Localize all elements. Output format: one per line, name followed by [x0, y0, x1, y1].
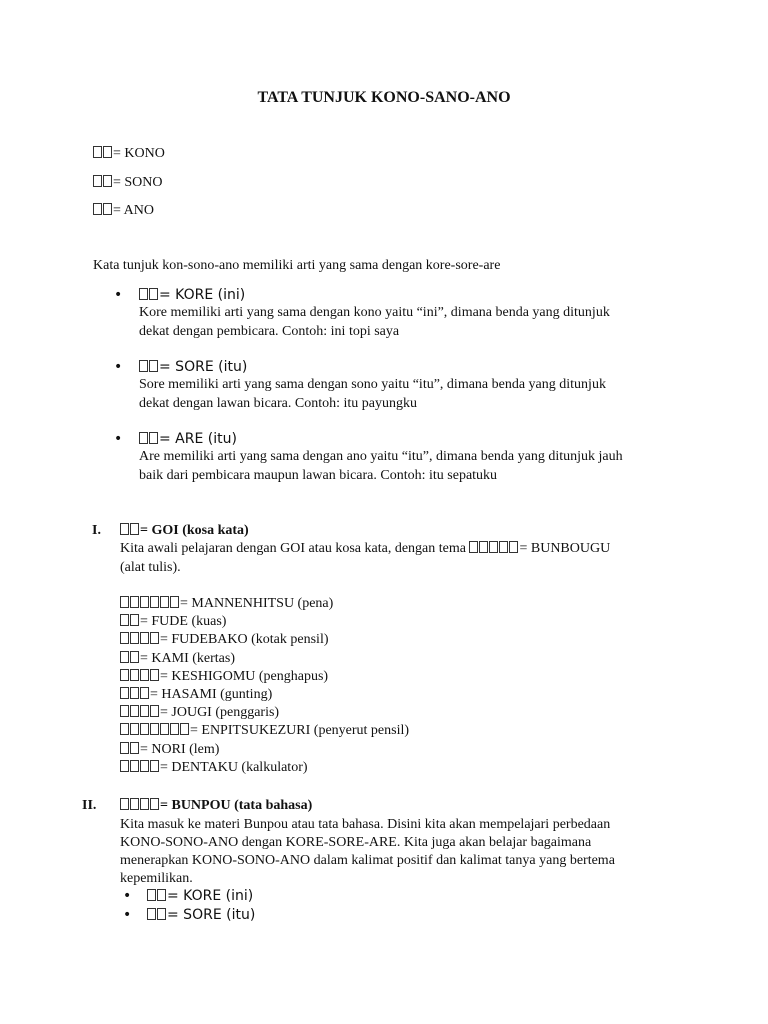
bullet-description-line: Are memiliki arti yang sama dengan ano yaitu “itu”, dimana benda yang ditunjuk jauh — [139, 449, 623, 464]
glyph-box — [120, 760, 129, 772]
glyph-box — [130, 651, 139, 663]
vocab-item: = NORI (lem) — [120, 742, 219, 758]
bullet-symbol: • — [123, 907, 132, 923]
glyph-box — [157, 889, 166, 901]
glyph-box — [120, 723, 129, 735]
section-2-bullet: = SORE (itu) — [147, 907, 255, 923]
bullet-description-line: dekat dengan pembicara. Contoh: ini topi saya — [139, 324, 400, 339]
section-2-paragraph-line: KONO-SONO-ANO dengan KORE-SORE-ARE. Kita juga akan belajar bagaimana — [120, 835, 592, 850]
page-title: TATA TUNJUK KONO-SANO-ANO — [257, 89, 511, 106]
bullet-symbol: • — [114, 359, 123, 375]
glyph-box — [130, 742, 139, 754]
bullet-description-line: dekat dengan lawan bicara. Contoh: itu payungku — [139, 396, 417, 411]
glyph-box — [130, 723, 139, 735]
japanese-glyphs — [120, 798, 160, 813]
glyph-box — [120, 596, 129, 608]
glyph-box — [479, 541, 488, 553]
glyph-box — [120, 742, 129, 754]
glyph-box — [93, 175, 102, 187]
glyph-box — [140, 632, 149, 644]
glyph-box — [120, 705, 129, 717]
glyph-box — [150, 723, 159, 735]
section-2-heading: = BUNPOU (tata bahasa) — [120, 798, 312, 814]
glyph-box — [150, 760, 159, 772]
bullet-symbol: • — [114, 431, 123, 447]
glyph-box — [147, 889, 156, 901]
glyph-box — [150, 596, 159, 608]
section-2-bullet: = KORE (ini) — [147, 888, 253, 904]
glyph-box — [130, 614, 139, 626]
bullet-heading: = ARE (itu) — [139, 431, 237, 447]
glyph-box — [140, 723, 149, 735]
section-1-paragraph-line: (alat tulis). — [120, 560, 181, 575]
section-1-numeral: I. — [92, 523, 101, 538]
glyph-box — [140, 705, 149, 717]
vocab-item: = KESHIGOMU (penghapus) — [120, 669, 328, 685]
glyph-box — [160, 723, 169, 735]
definition-line: = SONO — [93, 175, 163, 191]
vocab-item: = DENTAKU (kalkulator) — [120, 760, 308, 776]
vocab-item: = FUDEBAKO (kotak pensil) — [120, 632, 329, 648]
bullet-heading: = KORE (ini) — [139, 287, 245, 303]
glyph-box — [149, 360, 158, 372]
glyph-box — [93, 203, 102, 215]
vocab-item: = JOUGI (penggaris) — [120, 705, 279, 721]
glyph-box — [489, 541, 498, 553]
glyph-box — [139, 288, 148, 300]
definition-line: = KONO — [93, 146, 165, 162]
glyph-box — [120, 632, 129, 644]
glyph-box — [120, 687, 129, 699]
glyph-box — [149, 432, 158, 444]
glyph-box — [140, 687, 149, 699]
glyph-box — [150, 632, 159, 644]
section-2-paragraph-line: kepemilikan. — [120, 871, 193, 886]
glyph-box — [103, 146, 112, 158]
bullet-description-line: baik dari pembicara maupun lawan bicara. Contoh: itu sepatuku — [139, 468, 498, 483]
glyph-box — [130, 760, 139, 772]
glyph-box — [103, 175, 112, 187]
definition-line: = ANO — [93, 203, 154, 219]
japanese-glyphs — [120, 523, 140, 538]
glyph-box — [160, 596, 169, 608]
glyph-box — [120, 614, 129, 626]
vocab-item: = MANNENHITSU (pena) — [120, 596, 333, 612]
glyph-box — [140, 596, 149, 608]
glyph-box — [469, 541, 478, 553]
glyph-box — [120, 523, 129, 535]
section-1-paragraph-line: Kita awali pelajaran dengan GOI atau kosa kata, dengan tema = BUNBOUGU — [120, 541, 611, 556]
glyph-box — [130, 523, 139, 535]
vocab-item: = ENPITSUKEZURI (penyerut pensil) — [120, 723, 409, 739]
glyph-box — [139, 432, 148, 444]
glyph-box — [150, 669, 159, 681]
section-2-paragraph-line: menerapkan KONO-SONO-ANO dalam kalimat positif dan kalimat tanya yang bertema — [120, 853, 615, 868]
section-2-paragraph-line: Kita masuk ke materi Bunpou atau tata bahasa. Disini kita akan mempelajari perbedaan — [120, 817, 611, 832]
glyph-box — [149, 288, 158, 300]
bullet-symbol: • — [123, 888, 132, 904]
section-2-numeral: II. — [82, 798, 97, 813]
glyph-box — [120, 651, 129, 663]
glyph-box — [150, 798, 159, 810]
glyph-box — [130, 798, 139, 810]
glyph-box — [103, 203, 112, 215]
glyph-box — [140, 760, 149, 772]
bullet-description-line: Kore memiliki arti yang sama dengan kono yaitu “ini”, dimana benda yang ditunjuk — [139, 305, 610, 320]
glyph-box — [139, 360, 148, 372]
glyph-box — [120, 798, 129, 810]
section-1-heading: = GOI (kosa kata) — [120, 523, 249, 539]
vocab-item: = KAMI (kertas) — [120, 651, 235, 667]
glyph-box — [140, 669, 149, 681]
glyph-box — [130, 687, 139, 699]
bullet-heading: = SORE (itu) — [139, 359, 247, 375]
glyph-box — [150, 705, 159, 717]
glyph-box — [180, 723, 189, 735]
glyph-box — [170, 723, 179, 735]
glyph-box — [147, 908, 156, 920]
glyph-box — [130, 632, 139, 644]
glyph-box — [499, 541, 508, 553]
japanese-glyphs — [469, 541, 519, 556]
glyph-box — [157, 908, 166, 920]
bullet-symbol: • — [114, 287, 123, 303]
glyph-box — [130, 669, 139, 681]
bullet-description-line: Sore memiliki arti yang sama dengan sono yaitu “itu”, dimana benda yang ditunjuk — [139, 377, 606, 392]
glyph-box — [93, 146, 102, 158]
glyph-box — [130, 596, 139, 608]
intro-text: Kata tunjuk kon-sono-ano memiliki arti yang sama dengan kore-sore-are — [93, 258, 501, 273]
glyph-box — [509, 541, 518, 553]
glyph-box — [170, 596, 179, 608]
vocab-item: = FUDE (kuas) — [120, 614, 226, 630]
glyph-box — [130, 705, 139, 717]
glyph-box — [120, 669, 129, 681]
vocab-item: = HASAMI (gunting) — [120, 687, 272, 703]
glyph-box — [140, 798, 149, 810]
